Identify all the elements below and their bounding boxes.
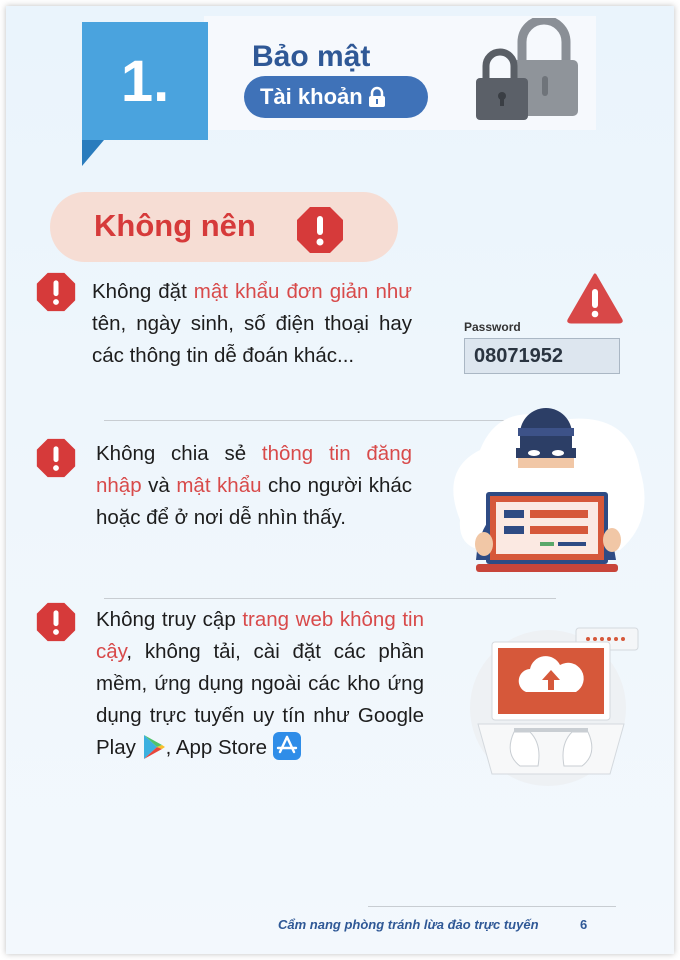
dont-heading: Không nên (94, 208, 256, 243)
item-1-text (92, 276, 412, 372)
item-3-highlight: trang web không tin cậy (96, 608, 424, 663)
warning-triangle-icon (566, 272, 624, 324)
item-2-mid: và (141, 474, 177, 497)
lock-icon (367, 86, 387, 108)
item-3-rest: , App Store (165, 736, 273, 759)
divider (104, 598, 556, 599)
item-1-pre: Không đặt (92, 280, 194, 303)
stop-octagon-icon (36, 602, 76, 642)
item-2-highlight-2: mật khẩu (176, 474, 262, 497)
section-number: 1. (120, 48, 170, 114)
section-title: Bảo mật (252, 40, 371, 73)
hacker-illustration (440, 400, 652, 580)
google-play-icon (142, 734, 166, 760)
padlocks-icon (474, 18, 586, 122)
item-3-text (96, 604, 424, 764)
laptop-upload-illustration (464, 624, 644, 792)
stop-octagon-icon (296, 206, 344, 254)
item-1-rest: tên, ngày sinh, số điện thoại hay các thông tin dễ đoán khác... (92, 312, 412, 367)
section-number-fold (82, 140, 104, 166)
item-3-mid: , không tải, cài đặt các phần mềm, ứng dụng ngoài các kho ứng dụng trực tuyến uy tín như Google Play (96, 640, 424, 759)
item-2-highlight-1: thông tin đăng nhập (96, 442, 413, 497)
item-2-text (96, 438, 412, 534)
page-number: 6 (580, 917, 588, 932)
stop-octagon-icon (36, 438, 76, 478)
footer-line (368, 906, 616, 907)
app-store-icon (273, 732, 301, 760)
stop-octagon-icon (36, 272, 76, 312)
password-field: 08071952 (464, 338, 620, 374)
footer-text: Cẩm nang phòng tránh lừa đảo trực tuyến (278, 917, 539, 932)
item-1-highlight: mật khẩu đơn giản như (193, 280, 412, 303)
item-3-pre: Không truy cập (96, 608, 243, 631)
section-subtitle: Tài khoản (260, 84, 363, 109)
item-2-rest: cho người khác hoặc để ở nơi dễ nhìn thấy. (96, 474, 413, 529)
section-subtitle-pill (244, 76, 428, 118)
password-label: Password (464, 320, 521, 334)
item-2-pre: Không chia sẻ (96, 442, 262, 465)
